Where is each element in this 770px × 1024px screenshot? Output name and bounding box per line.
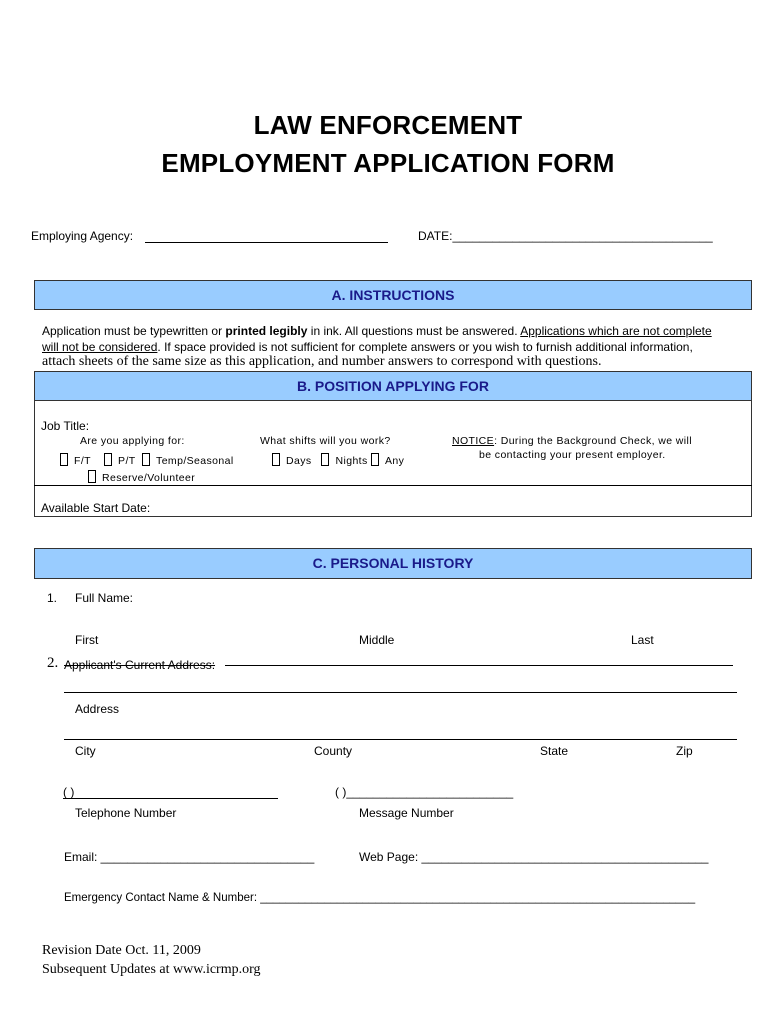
address-line[interactable] [64, 692, 737, 693]
telephone-area-code: ( ) [63, 785, 75, 799]
telephone-label: Telephone Number [75, 806, 177, 820]
reserve-checkbox[interactable] [88, 470, 96, 483]
pt-checkbox[interactable] [104, 453, 112, 466]
notice-text1: : During the Background Check, we will [494, 435, 692, 447]
applying-for-options [60, 453, 234, 467]
notice-label: NOTICE [452, 435, 495, 447]
temp-label: Temp/Seasonal [156, 455, 234, 467]
section-a-heading: A. INSTRUCTIONS [34, 280, 752, 310]
updates-url: Subsequent Updates at www.icrmp.org [42, 962, 261, 977]
city-line[interactable] [64, 739, 737, 740]
notice-text2: be contacting your present employer. [479, 449, 666, 461]
instructions-attach-sheets: attach sheets of the same size as this application, and number answers to correspond with questions. [42, 354, 602, 369]
days-checkbox[interactable] [272, 453, 280, 466]
message-number-field[interactable]: ( )_________________________ [335, 785, 514, 799]
applying-for-label: Are you applying for: [80, 435, 185, 447]
state-label: State [540, 744, 569, 758]
instructions-bold: printed legibly [225, 324, 308, 338]
form-title-line2: EMPLOYMENT APPLICATION FORM [161, 148, 615, 178]
city-label: City [75, 744, 96, 758]
nights-checkbox[interactable] [321, 453, 329, 466]
reserve-option [88, 470, 195, 484]
instructions-part3: . If space provided is not sufficient for complete answers or you wish to furnish additional information, [157, 340, 693, 354]
employing-agency-field[interactable] [145, 229, 388, 243]
web-page-field[interactable]: Web Page: ___________________________________________ [359, 850, 709, 864]
telephone-field[interactable] [63, 798, 278, 799]
form-title-line1: LAW ENFORCEMENT [253, 110, 523, 140]
shifts-label: What shifts will you work? [260, 435, 391, 447]
any-label: Any [384, 455, 405, 467]
instructions-part1: Application must be typewritten or [42, 324, 226, 338]
message-number-label: Message Number [359, 806, 454, 820]
shift-options [272, 453, 404, 467]
job-title-label: Job Title: [41, 419, 90, 433]
current-address-label: Applicant's Current Address: [64, 658, 216, 672]
start-date-label: Available Start Date: [41, 501, 151, 515]
name-underline [225, 665, 733, 666]
instructions-part2: in ink. All questions must be answered. [307, 324, 521, 338]
nights-label: Nights [335, 455, 368, 467]
revision-date: Revision Date Oct. 11, 2009 [42, 943, 201, 958]
section-b-heading: B. POSITION APPLYING FOR [34, 371, 752, 401]
middle-name-label: Middle [359, 633, 395, 647]
ft-label: F/T [74, 455, 91, 467]
notice-text [452, 435, 692, 447]
address-label: Address [75, 702, 120, 716]
reserve-label: Reserve/Volunteer [102, 472, 196, 484]
zip-label: Zip [676, 744, 693, 758]
temp-checkbox[interactable] [142, 453, 150, 466]
date-field[interactable]: DATE:_______________________________________ [418, 229, 713, 243]
q2-number: 2. [47, 655, 59, 671]
instructions-underlined2: will not be considered [42, 340, 158, 354]
ft-checkbox[interactable] [60, 453, 68, 466]
first-name-label: First [75, 633, 99, 647]
full-name-label: Full Name: [75, 591, 134, 605]
instructions-text [42, 323, 742, 355]
emergency-contact-field[interactable]: Emergency Contact Name & Number: ____________________________________________________________________ [64, 892, 696, 904]
last-name-label: Last [631, 633, 654, 647]
section-b-divider [34, 485, 752, 486]
county-label: County [314, 744, 353, 758]
pt-label: P/T [118, 455, 136, 467]
any-checkbox[interactable] [371, 453, 379, 466]
email-field[interactable]: Email: ________________________________ [64, 850, 315, 864]
q1-number: 1. [47, 591, 58, 605]
instructions-underlined1: Applications which are not complete [520, 324, 712, 338]
section-c-heading: C. PERSONAL HISTORY [34, 548, 752, 579]
employing-agency-label: Employing Agency: [31, 229, 134, 243]
days-label: Days [286, 455, 312, 467]
